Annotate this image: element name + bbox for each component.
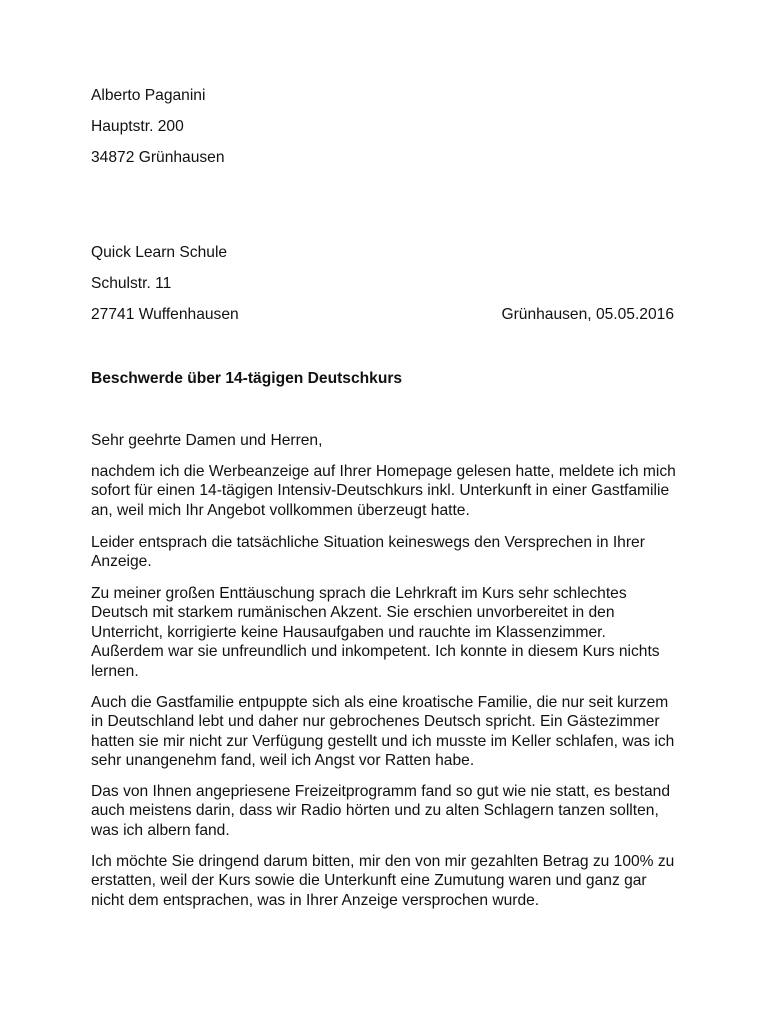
paragraph-line: Außerdem war sie unfreundlich und inkompetent. Ich konnte in diesem Kurs nichts <box>91 643 660 661</box>
sender-name: Alberto Paganini <box>91 87 206 104</box>
paragraph-line: nachdem ich die Werbeanzeige auf Ihrer Homepage gelesen hatte, meldete ich mich <box>91 463 676 480</box>
paragraph-4 <box>91 693 691 771</box>
paragraph-5 <box>91 782 691 840</box>
paragraph-3 <box>91 584 691 681</box>
sender-city: 34872 Grünhausen <box>91 149 225 166</box>
recipient-city: 27741 Wuffenhausen <box>91 306 239 323</box>
paragraph-line: sehr unangenehm fand, weil ich Angst vor Ratten habe. <box>91 752 475 770</box>
paragraph-line: Leider entsprach die tatsächliche Situation keineswegs den Versprechen in Ihrer <box>91 534 645 551</box>
paragraph-6 <box>91 852 691 910</box>
paragraph-1 <box>91 462 691 520</box>
paragraph-2 <box>91 533 691 572</box>
paragraph-line: was ich albern fand. <box>91 821 230 839</box>
paragraph-line: Zu meiner großen Enttäuschung sprach die Lehrkraft im Kurs sehr schlechtes <box>91 585 627 602</box>
paragraph-line: Auch die Gastfamilie entpuppte sich als eine kroatische Familie, die nur seit kurzem <box>91 694 669 711</box>
letter-subject: Beschwerde über 14-tägigen Deutschkurs <box>91 370 403 387</box>
paragraph-line: erstatten, weil der Kurs sowie die Unterkunft eine Zumutung waren und ganz gar <box>91 872 647 890</box>
paragraph-line: hatten sie mir nicht zur Verfügung gestellt und ich musste im Keller schlafen, was ich <box>91 732 675 750</box>
paragraph-line: nicht dem entsprachen, was in Ihrer Anzeige versprochen wurde. <box>91 891 540 909</box>
paragraph-line: Das von Ihnen angepriesene Freizeitprogramm fand so gut wie nie statt, es bestand <box>91 783 671 800</box>
paragraph-line: Deutsch mit starkem rumänischen Akzent. Sie erschien unvorbereitet in den <box>91 604 615 622</box>
recipient-street: Schulstr. 11 <box>91 275 172 292</box>
paragraph-line: lernen. <box>91 662 139 680</box>
paragraph-line: auch meistens darin, dass wir Radio hörten und zu alten Schlagern tanzen sollten, <box>91 802 659 820</box>
sender-street: Hauptstr. 200 <box>91 118 184 135</box>
recipient-name: Quick Learn Schule <box>91 244 228 261</box>
paragraph-line: sofort für einen 14-tägigen Intensiv-Deutschkurs inkl. Unterkunft in einer Gastfamilie <box>91 482 670 500</box>
place-date: Grünhausen, 05.05.2016 <box>501 306 674 323</box>
paragraph-line: in Deutschland lebt und daher nur gebrochenes Deutsch spricht. Ein Gästezimmer <box>91 713 660 731</box>
paragraph-line: an, weil mich Ihr Angebot vollkommen überzeugt hatte. <box>91 501 470 519</box>
salutation: Sehr geehrte Damen und Herren, <box>91 432 323 449</box>
paragraph-line: Ich möchte Sie dringend darum bitten, mir den von mir gezahlten Betrag zu 100% zu <box>91 853 675 870</box>
paragraph-line: Unterricht, korrigierte keine Hausaufgaben und rauchte im Klassenzimmer. <box>91 623 606 641</box>
paragraph-line: Anzeige. <box>91 553 152 571</box>
